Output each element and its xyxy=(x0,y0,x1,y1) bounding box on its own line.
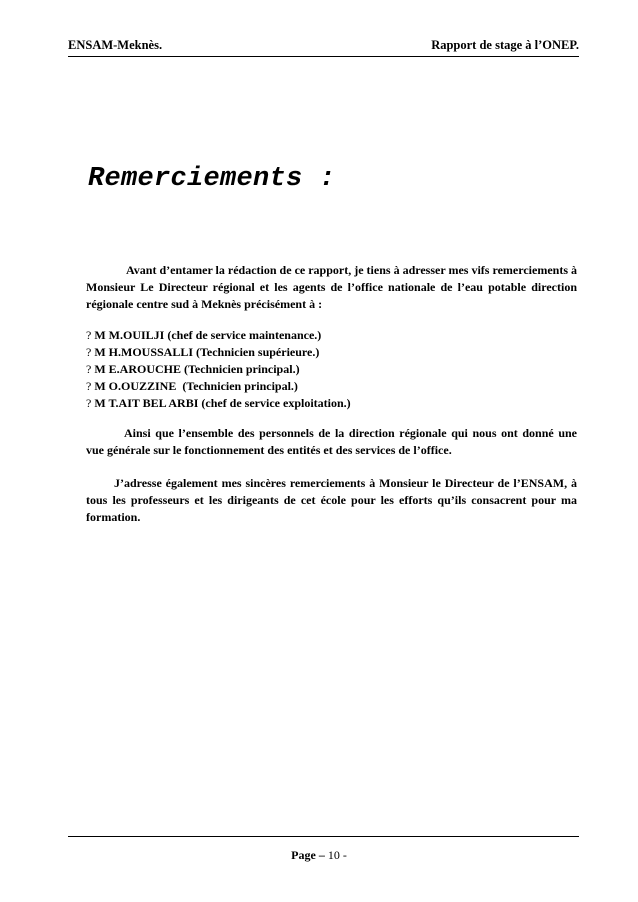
bullet-glyph: ? xyxy=(86,395,92,410)
header-school: ENSAM-Meknès. xyxy=(68,38,163,52)
page-footer xyxy=(0,848,638,863)
bullet-glyph: ? xyxy=(86,345,92,360)
body-text xyxy=(86,262,577,525)
page-number: 10 - xyxy=(327,848,347,862)
staff-paragraph: Ainsi que l’ensemble des personnels de la direction régionale qui nous ont donné une vue générale sur le fonctionnement des entités et des services de l’office. xyxy=(86,426,577,458)
ensam-paragraph: J’adresse également mes sincères remerciements à Monsieur le Directeur de l’ENSAM, à tous les professeurs et les dirigeants de cet école pour les efforts qu’ils consacrent pour ma formation. xyxy=(86,475,577,524)
bullet-glyph: ? xyxy=(86,361,92,376)
list-item xyxy=(86,378,577,395)
list-item xyxy=(86,361,577,378)
footer-divider xyxy=(68,836,579,837)
list-item-text: M E.AROUCHE (Technicien principal.) xyxy=(94,361,300,376)
list-item-text: M M.OUILJI (chef de service maintenance.) xyxy=(94,328,322,343)
list-item-text: M T.AIT BEL ARBI (chef de service exploitation.) xyxy=(94,395,351,410)
list-item xyxy=(86,344,577,361)
acknowledged-staff-list xyxy=(86,327,577,411)
bullet-glyph: ? xyxy=(86,328,92,343)
header-report-title: Rapport de stage à l’ONEP. xyxy=(431,38,579,52)
page-title: Remerciements : xyxy=(88,164,336,194)
list-item xyxy=(86,395,577,412)
page-label: Page – xyxy=(291,848,325,862)
list-item xyxy=(86,327,577,344)
intro-paragraph: Avant d’entamer la rédaction de ce rapport, je tiens à adresser mes vifs remerciements à Monsieur Le Directeur régional et les agents de l’office nationale de l’eau potable direction régionale centre sud à Meknès précisément à : xyxy=(86,263,577,311)
list-item-text: M O.OUZZINE (Technicien principal.) xyxy=(94,378,298,393)
page-header xyxy=(68,36,579,57)
bullet-glyph: ? xyxy=(86,378,92,393)
list-item-text: M H.MOUSSALLI (Technicien supérieure.) xyxy=(94,345,320,360)
